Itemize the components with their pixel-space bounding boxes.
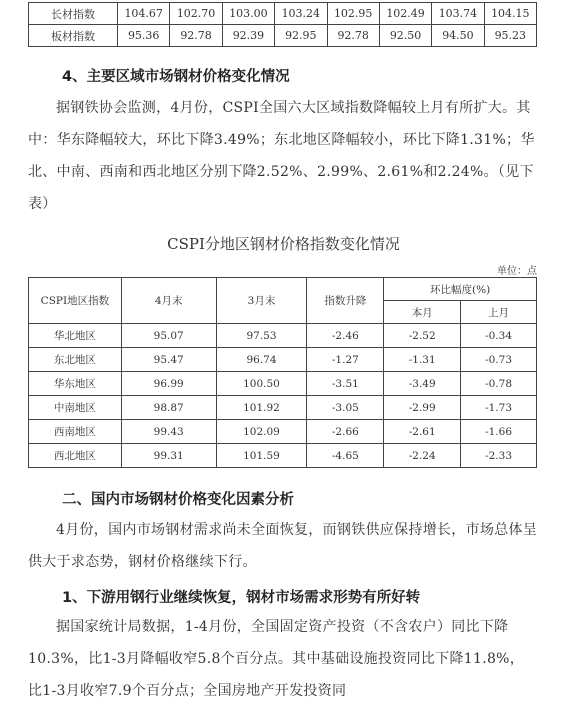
row-label: 长材指数 [29, 3, 118, 25]
table-row [29, 372, 537, 396]
table-cell: -1.31 [384, 348, 461, 372]
region-cell: 华北地区 [29, 324, 122, 348]
table-cell: 94.50 [432, 25, 484, 47]
table-cell: 99.31 [121, 444, 216, 468]
table-cell: 97.53 [216, 324, 307, 348]
region-index-table [28, 277, 537, 468]
table-cell: 101.59 [216, 444, 307, 468]
column-header: 本月 [384, 301, 461, 324]
region-cell: 西北地区 [29, 444, 122, 468]
table-cell: 103.24 [275, 3, 327, 25]
table-cell: -3.49 [384, 372, 461, 396]
table-cell: 104.15 [484, 3, 536, 25]
paragraph [28, 611, 538, 707]
table-cell: 96.99 [121, 372, 216, 396]
table-cell: 103.74 [432, 3, 484, 25]
column-header: 3月末 [216, 278, 307, 324]
table-cell: 96.74 [216, 348, 307, 372]
table-cell: 98.87 [121, 396, 216, 420]
table-row [29, 324, 537, 348]
table-cell: -4.65 [307, 444, 384, 468]
table-cell: 102.70 [170, 3, 222, 25]
column-header: 环比幅度(%) [384, 278, 537, 301]
table-cell: 95.23 [484, 25, 536, 47]
column-header: 指数升降 [307, 278, 384, 324]
region-cell: 华东地区 [29, 372, 122, 396]
region-cell: 中南地区 [29, 396, 122, 420]
table-cell: -2.99 [384, 396, 461, 420]
table-row [29, 420, 537, 444]
section-heading: 二、国内市场钢材价格变化因素分析 [62, 492, 294, 508]
table-cell: 95.07 [121, 324, 216, 348]
table-cell: 100.50 [216, 372, 307, 396]
paragraph [28, 514, 538, 578]
table-row [29, 396, 537, 420]
table-cell: 95.47 [121, 348, 216, 372]
paragraph-text: 据国家统计局数据，1-4月份，全国固定资产投资（不含农户）同比下降10.3%，比1-3月降幅收窄5.8个百分点。其中基础设施投资同比下降11.8%，比1-3月收窄7.9个百分点；全国房地产开发投资同 [28, 619, 525, 699]
column-header: 上月 [461, 301, 537, 324]
table-cell: 92.39 [222, 25, 274, 47]
table-cell: 99.43 [121, 420, 216, 444]
table-row [29, 348, 537, 372]
table-row [29, 3, 537, 25]
table-cell: 103.00 [222, 3, 274, 25]
table-cell: 102.09 [216, 420, 307, 444]
table-cell: -1.73 [461, 396, 537, 420]
top-index-table [28, 2, 537, 47]
paragraph [28, 92, 538, 220]
table-cell: -2.66 [307, 420, 384, 444]
table-cell: -2.33 [461, 444, 537, 468]
table-row [29, 444, 537, 468]
table-cell: -2.24 [384, 444, 461, 468]
table-cell: 92.78 [327, 25, 379, 47]
table-header-row [29, 278, 537, 301]
table-caption: CSPI分地区钢材价格指数变化情况 [167, 235, 400, 253]
table-unit: 单位：点 [497, 266, 537, 277]
table-cell: 102.95 [327, 3, 379, 25]
table-cell: -1.27 [307, 348, 384, 372]
paragraph-text: 4月份，国内市场钢材需求尚未全面恢复，而钢铁供应保持增长，市场总体呈供大于求态势，钢材价格继续下行。 [28, 522, 538, 570]
table-cell: -2.61 [384, 420, 461, 444]
column-header: CSPI地区指数 [29, 278, 122, 324]
table-cell: -2.52 [384, 324, 461, 348]
table-cell: 92.95 [275, 25, 327, 47]
column-header: 4月末 [121, 278, 216, 324]
row-label: 板材指数 [29, 25, 118, 47]
table-cell: -3.05 [307, 396, 384, 420]
table-cell: 102.49 [379, 3, 431, 25]
table-cell: -0.34 [461, 324, 537, 348]
table-cell: 92.50 [379, 25, 431, 47]
table-cell: -1.66 [461, 420, 537, 444]
paragraph-text: 据钢铁协会监测，4月份，CSPI全国六大区域指数降幅较上月有所扩大。其中：华东降幅较大，环比下降3.49%；东北地区降幅较小，环比下降1.31%；华北、中南、西南和西北地区分别下降2.52%、2.99%、2.61%和2.24%。（见下表） [28, 100, 535, 212]
table-cell: -2.46 [307, 324, 384, 348]
table-cell: 101.92 [216, 396, 307, 420]
table-cell: -0.73 [461, 348, 537, 372]
table-row [29, 25, 537, 47]
section-heading: 1、下游用钢行业继续恢复，钢材市场需求形势有所好转 [62, 590, 421, 606]
table-cell: -0.78 [461, 372, 537, 396]
region-cell: 东北地区 [29, 348, 122, 372]
table-cell: 95.36 [118, 25, 170, 47]
region-cell: 西南地区 [29, 420, 122, 444]
table-cell: -3.51 [307, 372, 384, 396]
table-cell: 104.67 [118, 3, 170, 25]
table-cell: 92.78 [170, 25, 222, 47]
section-heading: 4、主要区域市场钢材价格变化情况 [62, 69, 290, 85]
